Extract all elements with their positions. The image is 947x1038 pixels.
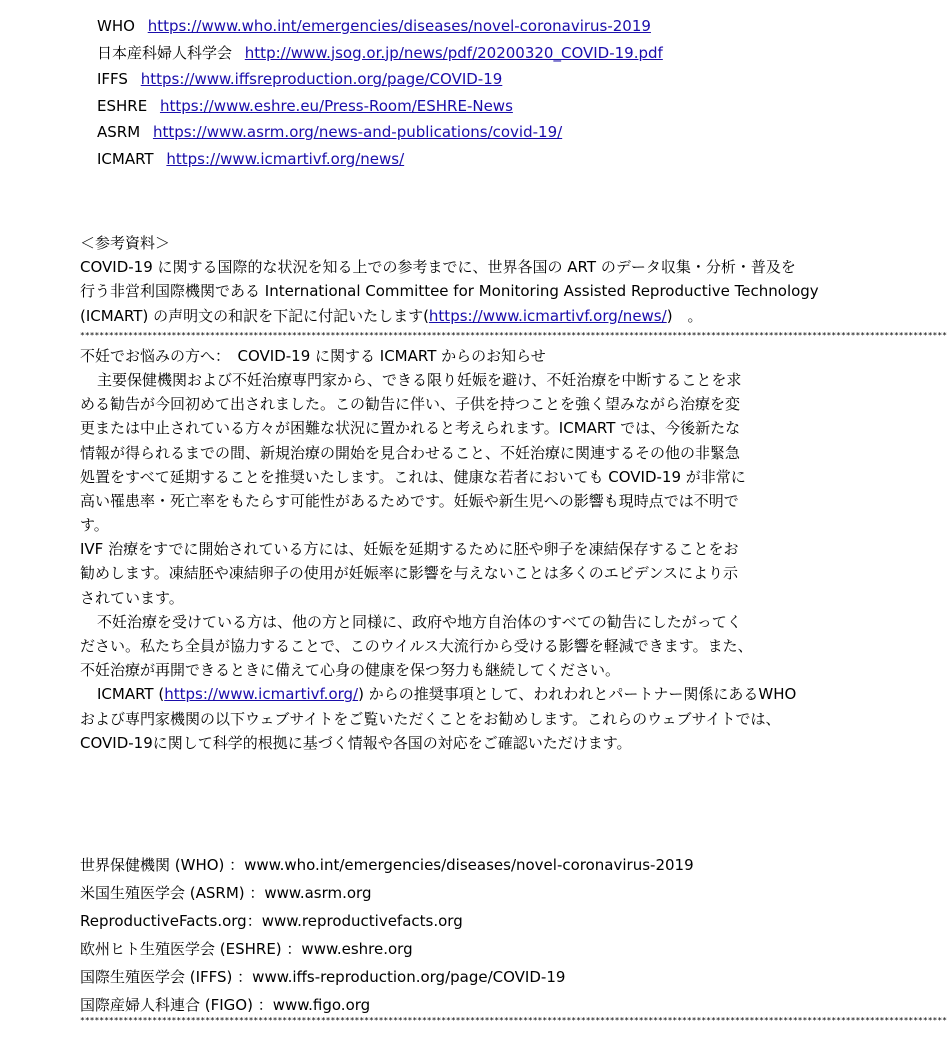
iffs-link[interactable]: https://www.iffsreproduction.org/page/COVID-19: [140, 70, 503, 88]
who-link[interactable]: https://www.who.int/emergencies/diseases/novel-coronavirus-2019: [147, 17, 651, 35]
link-row-asrm: [97, 119, 663, 146]
paragraph-line: 勧めします。凍結胚や凍結卵子の使用が妊娠率に影響を与えないことは多くのエビデンスにより示: [80, 564, 739, 583]
paragraph-line: める勧告が今回初めて出されました。この勧告に伴い、子供を持つことを強く望みながら治療を変: [80, 395, 741, 414]
website-entry: 米国生殖医学会 (ASRM) ：www.asrm.org: [80, 884, 372, 902]
paragraph-line: COVID-19に関して科学的根拠に基づく情報や各国の対応をご確認いただけます。: [80, 733, 632, 752]
paragraph-line: [80, 682, 812, 706]
paragraph-line: 高い罹患率・死亡率をもたらす可能性があるためです。妊娠や新生児への影響も現時点では不明で: [80, 491, 739, 510]
website-entry: 国際生殖医学会 (IFFS) ：www.iffs-reproduction.org/page/COVID-19: [80, 968, 566, 986]
icmart-news-link[interactable]: https://www.icmartivf.org/news/: [428, 306, 667, 325]
paragraph-line: 不妊治療を受けている方は、他の方と同様に、政府や地方自治体のすべての勧告にしたがってく: [97, 612, 742, 631]
notice-title: 不妊でお悩みの方へ： COVID-19 に関する ICMART からのお知らせ: [80, 346, 546, 365]
paragraph-line: されています。: [80, 588, 184, 607]
website-entry: 欧州ヒト生殖医学会 (ESHRE) ：www.eshre.org: [80, 940, 413, 958]
asterisk-divider: ************************************************************************************************************************************************************************************: [80, 330, 947, 340]
paragraph-line: IVF 治療をすでに開始されている方には、妊娠を延期するために胚や卵子を凍結保存することをお: [80, 540, 739, 559]
asrm-link[interactable]: https://www.asrm.org/news-and-publications/covid-19/: [152, 123, 563, 141]
org-name: ICMART: [97, 149, 154, 168]
org-name: IFFS: [97, 70, 128, 88]
link-row-jsog: [97, 40, 663, 67]
asterisk-divider-bottom: ************************************************************************************************************************************************************************************: [80, 1016, 947, 1025]
document-body: [80, 231, 947, 755]
icmart-link[interactable]: https://www.icmartivf.org/news/: [166, 149, 405, 168]
paragraph-line: 処置をすべて延期することを推奨いたします。これは、健康な若者においても COVID-19 が非常に: [80, 467, 746, 486]
website-entry: 世界保健機関 (WHO) ：www.who.int/emergencies/diseases/novel-coronavirus-2019: [80, 856, 694, 874]
paragraph-text: ICMART (: [97, 685, 165, 704]
link-list: [97, 13, 663, 172]
link-row-who: [97, 13, 663, 40]
website-list: [80, 851, 694, 1019]
org-name: ASRM: [97, 123, 141, 141]
jsog-link[interactable]: http://www.jsog.or.jp/news/pdf/20200320_COVID-19.pdf: [244, 43, 663, 62]
icmart-home-link[interactable]: https://www.icmartivf.org/: [164, 685, 359, 704]
paragraph-line: および専門家機関の以下ウェブサイトをご覧いただくことをお勧めします。これらのウェブサイトでは、: [80, 709, 781, 728]
paragraph-line: 情報が得られるまでの間、新規治療の開始を見合わせること、不妊治療に関連するその他の非緊急: [80, 443, 741, 462]
link-row-eshre: [97, 93, 663, 120]
reference-heading: ＜参考資料＞: [80, 234, 171, 252]
reference-text-line: [80, 304, 812, 328]
link-row-icmart: [97, 146, 663, 173]
reference-text: (ICMART) の声明文の和訳を下記に付記いたします(: [80, 306, 429, 325]
org-name: 日本産科婦人科学会: [97, 43, 233, 62]
reference-text-line: 行う非営利国際機関である International Committee for Monitoring Assisted Reproductive Technology: [80, 282, 819, 301]
reference-text-line: COVID-19 に関する国際的な状況を知る上での参考までに、世界各国の ART のデータ収集・分析・普及を: [80, 258, 796, 277]
paragraph-line: す。: [80, 516, 109, 535]
paragraph-text: ) からの推奨事項として、われわれとパートナー関係にあるWHO: [358, 685, 797, 704]
paragraph-line: ださい。私たち全員が協力することで、このウイルス大流行から受ける影響を軽減できます。また、: [80, 637, 753, 655]
link-row-iffs: [97, 66, 663, 93]
paragraph-line: 不妊治療が再開できるときに備えて心身の健康を保つ努力も継続してください。: [80, 661, 621, 680]
reference-text: ) 。: [666, 306, 703, 325]
org-name: ESHRE: [97, 96, 148, 115]
eshre-link[interactable]: https://www.eshre.eu/Press-Room/ESHRE-News: [159, 96, 513, 115]
paragraph-line: 更または中止されている方々が困難な状況に置かれると考えられます。ICMART では、今後新たな: [80, 419, 741, 438]
paragraph-line: 主要保健機関および不妊治療専門家から、できる限り妊娠を避け、不妊治療を中断することを求: [97, 370, 742, 389]
website-entry: 国際産婦人科連合 (FIGO) ：www.figo.org: [80, 996, 371, 1014]
website-entry: ReproductiveFacts.org：www.reproductivefacts.org: [80, 912, 463, 930]
org-name: WHO: [97, 17, 135, 35]
